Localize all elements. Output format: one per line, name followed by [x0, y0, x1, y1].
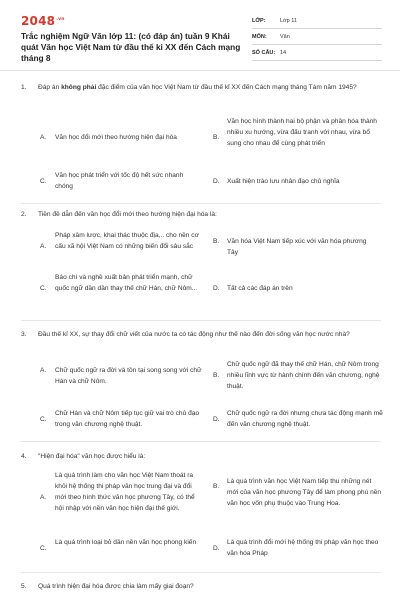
- option-text: Báo chí và nghề xuất bản phát triển mạnh, chữ quốc ngữ dần dần thay thế chữ Hán, chữ Nôm...: [55, 274, 198, 292]
- page-title: Trắc nghiệm Ngữ Văn lớp 11: (có đáp án) tuần 9 Khái quát Văn học Việt Nam từ đầu thế kỉ XX đến Cách mạng tháng 8: [21, 31, 241, 63]
- question-number: 2.: [21, 211, 27, 218]
- question-text: "Hiện đại hóa" văn học được hiểu là:: [38, 453, 146, 460]
- option-text: Văn học phát triển với tốc độ hết sức nhanh chóng: [55, 172, 184, 190]
- option-text: Tất cả các đáp án trên: [227, 285, 293, 292]
- question-divider: [21, 203, 381, 204]
- option-text: Chữ quốc ngữ ra đời và tồn tại song song với chữ Hán và chữ Nôm.: [55, 367, 202, 385]
- meta-value: Văn: [280, 34, 290, 40]
- question-text-emphasis: không phải: [61, 84, 97, 91]
- logo-suffix: .vn: [56, 17, 65, 22]
- question-text: [38, 82, 373, 93]
- option-letter: C.: [40, 178, 47, 185]
- logo-text: 2048: [21, 14, 56, 28]
- meta-row-grade: [252, 14, 382, 29]
- option-text: Chữ quốc ngữ đã thay thế chữ Hán, chữ Nôm trong nhiều lĩnh vực từ hành chính đến văn chương, nghệ thuật.: [227, 361, 380, 390]
- option-letter: B.: [213, 483, 220, 490]
- header-divider: [0, 70, 400, 71]
- option-letter: C.: [40, 416, 47, 423]
- site-logo[interactable]: [21, 14, 65, 28]
- option-letter: D.: [213, 416, 220, 423]
- question-number: 5.: [21, 583, 27, 590]
- option-text: Văn học đổi mới theo hướng hiện đại hóa: [55, 134, 177, 141]
- option-letter: D.: [213, 285, 220, 292]
- question-text-part: đặc điểm của văn học Việt Nam từ đầu thế kỉ XX đến Cách mạng tháng Tám năm 1945?: [96, 84, 357, 91]
- option-text: Văn học hình thành hai bộ phận và phân hóa thành nhiều xu hướng, vừa đấu tranh với nhau, vừa bổ sung cho nhau để cùng phát triển: [227, 118, 377, 147]
- option-letter: A.: [40, 243, 47, 250]
- question-text: Tiền đề dẫn đến văn học đổi mới theo hướng hiện đại hóa là:: [38, 211, 217, 218]
- option-letter: D.: [213, 178, 220, 185]
- option-text: Là quá trình văn học Việt Nam tiếp thu những nét mới của văn học phương Tây để làm phong phú nền văn học vốn phụ thuộc vào Trung Hoa.: [227, 478, 382, 507]
- option-text: Chữ quốc ngữ ra đời nhưng chưa tác động mạnh mẽ đến văn chương nghệ thuật.: [227, 410, 383, 428]
- question-number: 1.: [21, 84, 27, 91]
- page-header: [0, 0, 400, 63]
- question-text-part: Đáp án: [38, 84, 62, 91]
- meta-label: LỚP:: [252, 18, 266, 24]
- question-number: 4.: [21, 453, 27, 460]
- meta-row-subject: [252, 30, 382, 45]
- question-divider: [21, 572, 381, 573]
- question-number: 3.: [21, 331, 27, 338]
- option-letter: D.: [213, 545, 220, 552]
- option-text: Pháp xâm lược, khai thác thuộc địa,.. cho nền cơ cấu xã hội Việt Nam có những biến đổi sâu sắc: [55, 232, 199, 250]
- option-letter: B.: [213, 134, 220, 141]
- option-text: Chữ Hán và chữ Nôm tiếp tục giữ vai trò chủ đạo trong văn chương nghệ thuật.: [55, 410, 200, 428]
- option-letter: C.: [40, 285, 47, 292]
- question-text: Đầu thế kỉ XX, sự thay đổi chữ viết của nước ta có tác động như thế nào đến đời sống văn học nước nhà?: [38, 331, 350, 338]
- question-divider: [21, 320, 381, 321]
- option-text: Là quá trình loại bỏ dần nền văn học phong kiến: [55, 539, 197, 546]
- question-text: Quá trình hiện đại hóa được chia làm mấy giai đoạn?: [38, 583, 194, 590]
- meta-label: SỐ CÂU:: [252, 50, 276, 56]
- meta-table: [252, 14, 382, 62]
- option-text: Văn hóa Việt Nam tiếp xúc với văn hóa phương Tây: [227, 238, 367, 256]
- meta-value: 14: [280, 50, 287, 56]
- option-letter: A.: [40, 367, 47, 374]
- meta-value: Lớp 11: [280, 18, 297, 24]
- option-letter: A.: [40, 134, 47, 141]
- option-text: Là quá trình đổi mới hệ thống thi pháp văn học theo văn hóa Pháp: [227, 539, 379, 557]
- option-letter: C.: [40, 545, 47, 552]
- option-letter: B.: [213, 372, 220, 379]
- option-letter: A.: [40, 494, 47, 501]
- question-divider: [21, 441, 381, 442]
- meta-label: MÔN:: [252, 34, 267, 40]
- meta-row-count: [252, 46, 382, 61]
- option-letter: B.: [213, 238, 220, 245]
- option-text: Xuất hiện trào lưu nhân đạo chủ nghĩa: [227, 178, 340, 185]
- option-text: Là quá trình làm cho văn học Việt Nam thoát ra khỏi hệ thống thi pháp văn học trung đại và đổi mới theo hình thức văn học phương Tây, có thể hội nhập với nền văn học hiện đại thế giới.: [55, 472, 195, 512]
